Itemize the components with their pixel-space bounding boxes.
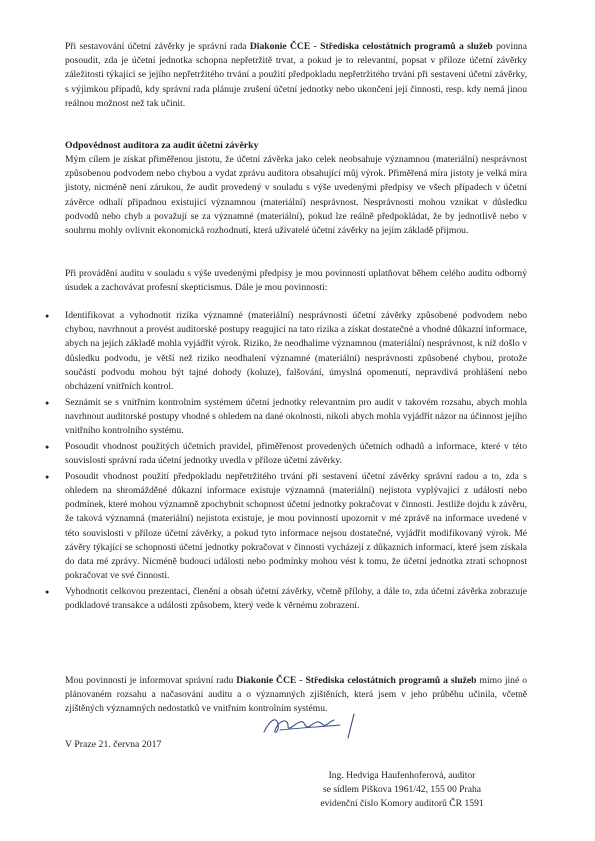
auditor-address: se sídlem Piškova 1961/42, 155 00 Praha [322,784,482,795]
entity-name: Diakonie ČCE - Střediska celostátních programů a služeb [236,675,477,686]
list-item: ● Posoudit vhodnost použitých účetních pravidel, přiměřenost provedených účetních odhadů a informace, které v této souvislosti správní rada účetní jednotky uvedla v příloze účetní závěrky. [45,440,527,468]
auditor-name: Ing. Hedviga Haufenhoferová, auditor [328,770,476,781]
entity-name: Diakonie ČCE - Střediska celostátních programů a služeb [249,41,493,52]
list-item: ● Identifikovat a vyhodnotit rizika významné (materiální) nesprávnosti účetní závěrky způsobené podvodem nebo chybou, navrhnout a provést auditorské postupy reagující na tato rizika a získat dostatečné a vhodné důkazní informace, abych na jejich základě mohla vyjádřit výrok. Riziko, že neodhalíme významnou (materiální) nesprávnost, k níž došlo v důsledku podvodu, je větší než riziko neodhalení významné (materiální) nesprávnosti způsobené chybou, protože součástí podvodu mohou být tajné dohody (koluze), falšování, úmyslná opomenutí, nepravdivá prohlášení nebo obcházení vnitřních kontrol. [45,309,527,394]
report-date: V Praze 21. června 2017 [65,739,162,750]
handwritten-signature [258,710,388,744]
list-item: ● Seznámit se s vnitřním kontrolním systémem účetní jednotky relevantním pro audit v takovém rozsahu, abych mohla navrhnout auditorské postupy vhodné s ohledem na dané okolnosti, nikoli abych mohla vyjádřit názor na účinnost jejího vnitřního kontrolního systému. [45,396,527,439]
auditor-registry-number: evidenční číslo Komory auditorů ČR 1591 [320,798,484,809]
paragraph-going-concern-board [65,40,527,111]
paragraph-text: Při sestavování účetní závěrky je správní rada [65,41,250,52]
paragraph-text: Mou povinností je informovat správní radu [65,675,237,686]
paragraph-text: povinna posoudit, zda je účetní jednotka schopna nepřetržitě trvat, a pokud je to relevantní, popsat v příloze účetní závěrky záležitosti týkající se jejího nepřetržitého trvání a použití předpokladu nepřetržitého trvání při sestavení účetní závěrky, s výjimkou případů, kdy správní rada plánuje zrušení účetní jednotky nebo ukončení její činnosti, resp. kdy nemá jinou reálnou možnost než tak učinit. [65,41,527,109]
list-item: ● Posoudit vhodnost použití předpokladu nepřetržitého trvání při sestavení účetní závěrky správní radou a to, zda s ohledem na shromážděné důkazní informace existuje významná (materiální) nejistota vyplývající z událostí nebo podmínek, které mohou významně zpochybnit schopnost účetní jednotky pokračovat v činnosti. Jestliže dojdu k závěru, že taková významná (materiální) nejistota existuje, je mou povinností upozornit v mé zprávě na informace uvedené v této souvislosti v příloze účetní závěrky, a pokud tyto informace nejsou dostatečné, vyjádřit modifikovaný výrok. Mé závěry týkající se schopnosti účetní jednotky pokračovat v činnosti vycházejí z důkazních informací, které jsem získala do data mé zprávy. Nicméně budoucí události nebo podmínky mohou vést k tomu, že účetní jednotka ztratí schopnost pokračovat ve své činnosti. [45,470,527,584]
auditor-duties-list [45,309,527,615]
list-item: ● Vyhodnotit celkovou prezentaci, členění a obsah účetní závěrky, včetně přílohy, a dále to, zda účetní závěrka zobrazuje podkladové transakce a události způsobem, který vede k věrnému zobrazení. [45,585,527,613]
section-heading: Odpovědnost auditora za audit účetní závěrky [65,140,259,151]
paragraph-text: mimo jiné o plánovaném rozsahu a načasování auditu a o významných zjištěních, která jsem v jeho průběhu učinila, včetně zjištěných významných nedostatků ve vnitřním kontrolním systému. [65,675,527,715]
paragraph-auditor-duties-intro: Při provádění auditu v souladu s výše uvedenými předpisy je mou povinností uplatňovat během celého auditu odborný úsudek a zachovávat profesní skepticismus. Dále je mou povinností: [65,268,527,294]
paragraph-auditor-objective: Mým cílem je získat přiměřenou jistotu, že účetní závěrka jako celek neobsahuje významnou (materiální) nesprávnost způsobenou podvodem nebo chybou a vydat zprávu auditora obsahující můj výrok. Přiměřená míra jistoty je velká míra jistoty, nicméně není zárukou, že audit provedený v souladu s výše uvedenými předpisy ve všech případech v účetní závěrce odhalí případnou existující významnou (materiální) nesprávnost. Nesprávnosti mohou vznikat v důsledku podvodů nebo chyb a považují se za významné (materiální), pokud lze reálně předpokládat, že by jednotlivě nebo v souhrnu mohly ovlivnit ekonomická rozhodnutí, která uživatelé účetní závěrky na jejím základě přijmou. [65,154,527,237]
